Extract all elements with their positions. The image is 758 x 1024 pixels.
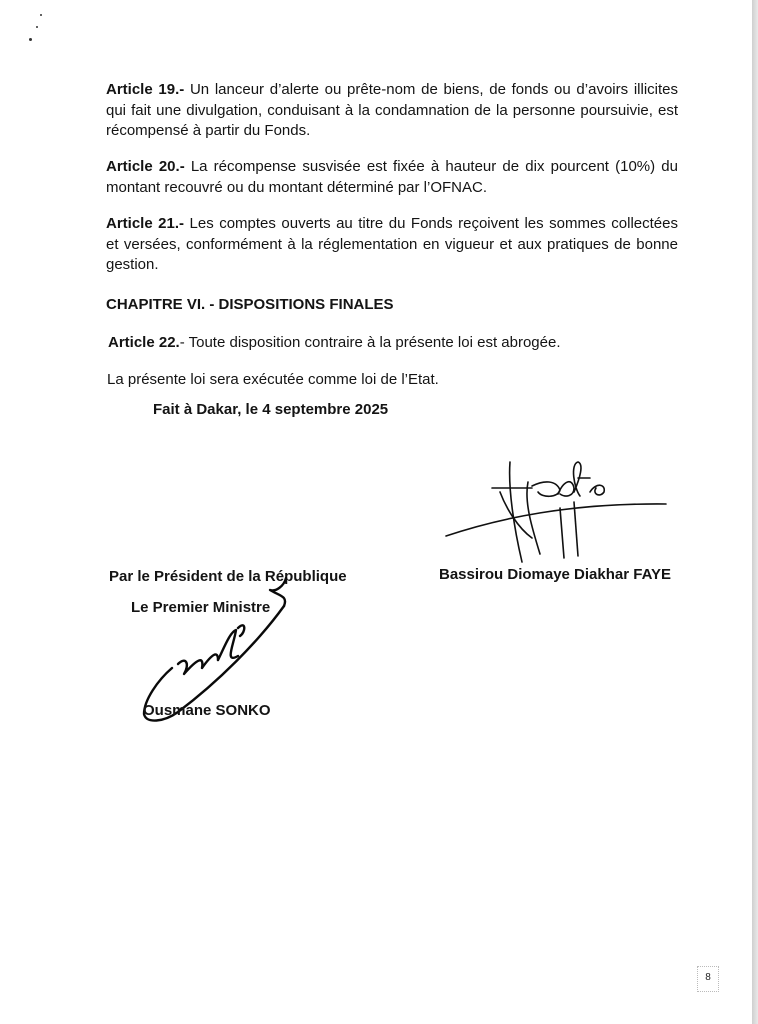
chapter-heading: CHAPITRE VI. - DISPOSITIONS FINALES bbox=[106, 296, 394, 313]
article-21: Article 21.- Les comptes ouverts au titre du Fonds reçoivent les sommes collectées et versées, conformément à la réglementation en vigueur et aux pratiques de bonne gestion. bbox=[106, 215, 678, 273]
scan-speck bbox=[40, 14, 42, 16]
closing-statement: La présente loi sera exécutée comme loi de l’Etat. bbox=[107, 371, 439, 388]
by-president-label: Par le Président de la République bbox=[109, 568, 347, 585]
president-signature bbox=[440, 458, 680, 568]
scan-speck bbox=[36, 26, 38, 28]
prime-minister-title: Le Premier Ministre bbox=[131, 599, 271, 616]
article-20: Article 20.- La récompense susvisée est fixée à hauteur de dix pourcent (10%) du montant recouvré ou du montant déterminé par l’OFNAC. bbox=[106, 158, 678, 196]
article-19: Article 19.- Un lanceur d’alerte ou prête-nom de biens, de fonds ou d’avoirs illicites qui fait une divulgation, conduisant à la condamnation de la personne poursuivie, est récompensé à partir du Fonds. bbox=[106, 81, 679, 139]
page-number: 8 bbox=[697, 966, 719, 992]
article-22: Article 22.- Toute disposition contraire à la présente loi est abrogée. bbox=[108, 334, 561, 351]
scan-edge bbox=[752, 0, 758, 1024]
place-date: Fait à Dakar, le 4 septembre 2025 bbox=[153, 401, 389, 418]
prime-minister-name: Ousmane SONKO bbox=[143, 702, 271, 719]
president-name: Bassirou Diomaye Diakhar FAYE bbox=[439, 566, 672, 583]
scan-speck bbox=[29, 38, 32, 41]
